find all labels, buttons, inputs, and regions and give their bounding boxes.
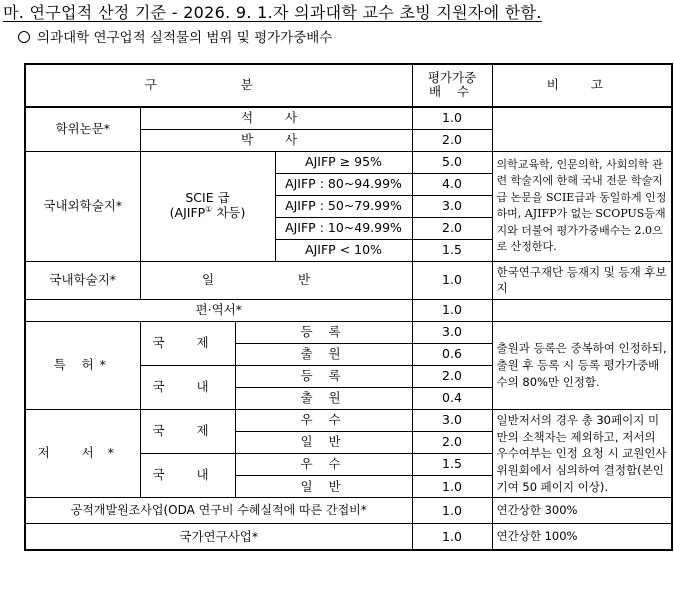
translation-label: 편·역서* [25, 299, 412, 321]
weight-cell: 1.0 [412, 107, 492, 130]
book-label: 저 서* [25, 409, 140, 497]
patent-type: 출 원 [235, 387, 412, 409]
domestic-general: 일 반 [140, 261, 412, 299]
table-row [25, 107, 672, 130]
patent-dom: 국 내 [140, 365, 235, 409]
weight-cell: 2.0 [412, 129, 492, 151]
thesis-remark [492, 107, 672, 152]
translation-remark [492, 299, 672, 321]
thesis-label: 학위논문* [25, 107, 140, 152]
ajifp-tier: AJIFP : 10~49.99% [275, 217, 412, 239]
ajifp-tier: AJIFP : 50~79.99% [275, 195, 412, 217]
book-intl: 국 제 [140, 409, 235, 453]
table-row [25, 524, 672, 551]
header-weight-line1: 평가가중 [427, 69, 477, 85]
book-type: 일 반 [235, 476, 412, 498]
weight-cell: 1.0 [412, 299, 492, 321]
scie-line1: SCIE 급 [185, 190, 230, 206]
weight-cell: 3.0 [412, 321, 492, 343]
ajifp-tier: AJIFP : 80~94.99% [275, 173, 412, 195]
foreign-remark: 의학교육학, 인문의학, 사회의학 관련 학술지에 한해 국내 전문 학술지급 논문을 SCIE급과 동일하게 인정하며, AJIFP가 없는 SCOPUS등재지와 더불어 평가가중배수는 2.0으로 산정한다. [492, 151, 672, 261]
table-caption [18, 26, 332, 46]
national-remark: 연간상한 100% [492, 524, 672, 551]
weight-cell: 4.0 [412, 173, 492, 195]
circle-bullet-icon [18, 31, 30, 43]
national-label: 국가연구사업* [25, 524, 412, 551]
weight-cell: 1.0 [412, 524, 492, 551]
table-row [25, 299, 672, 321]
weight-cell: 2.0 [412, 431, 492, 453]
table-caption-text: 의과대학 연구업적 실적물의 범위 및 평가가중배수 [37, 30, 333, 46]
header-weight [412, 64, 492, 107]
book-dom: 국 내 [140, 453, 235, 497]
patent-intl: 국 제 [140, 321, 235, 365]
patent-type: 등 록 [235, 321, 412, 343]
foreign-journal-label: 국내외학술지* [25, 151, 140, 261]
ajifp-tier: AJIFP < 10% [275, 239, 412, 261]
thesis-masters: 석 사 [140, 107, 412, 130]
scie-line2: (AJIFP① 차등) [169, 205, 246, 221]
weight-cell: 0.4 [412, 387, 492, 409]
scie-label [140, 151, 275, 261]
research-weight-table [24, 63, 673, 551]
table-row [25, 321, 672, 343]
patent-type: 등 록 [235, 365, 412, 387]
header-remark: 비 고 [492, 64, 672, 107]
header-category: 구 분 [25, 64, 412, 107]
weight-cell: 1.5 [412, 239, 492, 261]
patent-label: 특 허* [25, 321, 140, 409]
weight-cell: 1.5 [412, 453, 492, 475]
book-type: 일 반 [235, 431, 412, 453]
thesis-doctor: 박 사 [140, 129, 412, 151]
ajifp-tier: AJIFP ≥ 95% [275, 151, 412, 173]
weight-cell: 3.0 [412, 409, 492, 431]
weight-cell: 2.0 [412, 217, 492, 239]
weight-cell: 3.0 [412, 195, 492, 217]
oda-label: 공적개발원조사업(ODA 연구비 수혜실적에 따른 간접비* [25, 498, 412, 524]
weight-cell: 1.0 [412, 261, 492, 299]
weight-cell: 2.0 [412, 365, 492, 387]
oda-remark: 연간상한 300% [492, 498, 672, 524]
table-row [25, 261, 672, 299]
header-weight-line2: 배 수 [428, 84, 476, 99]
weight-cell: 5.0 [412, 151, 492, 173]
section-heading: 마. 연구업적 산정 기준 - 2026. 9. 1.자 의과대학 교수 초빙 지원자에 한함. [3, 3, 542, 22]
table-row [25, 498, 672, 524]
domestic-remark: 한국연구재단 등재지 및 등재 후보지 [492, 261, 672, 299]
table-row [25, 151, 672, 173]
weight-cell: 0.6 [412, 343, 492, 365]
patent-type: 출 원 [235, 343, 412, 365]
weight-cell: 1.0 [412, 476, 492, 498]
patent-remark: 출원과 등록은 중복하여 인정하되, 출원 후 등록 시 등록 평가가중배수의 80%만 인정함. [492, 321, 672, 409]
book-type: 우 수 [235, 409, 412, 431]
book-type: 우 수 [235, 453, 412, 475]
table-row [25, 409, 672, 431]
weight-cell: 1.0 [412, 498, 492, 524]
domestic-journal-label: 국내학술지* [25, 261, 140, 299]
book-remark: 일반저서의 경우 총 30페이지 미만의 소책자는 제외하고, 저서의 우수여부는 인정 요청 시 교원인사위원회에서 심의하여 결정함(본인 기여 50 페이지 이상). [492, 409, 672, 497]
table-header [25, 64, 672, 107]
